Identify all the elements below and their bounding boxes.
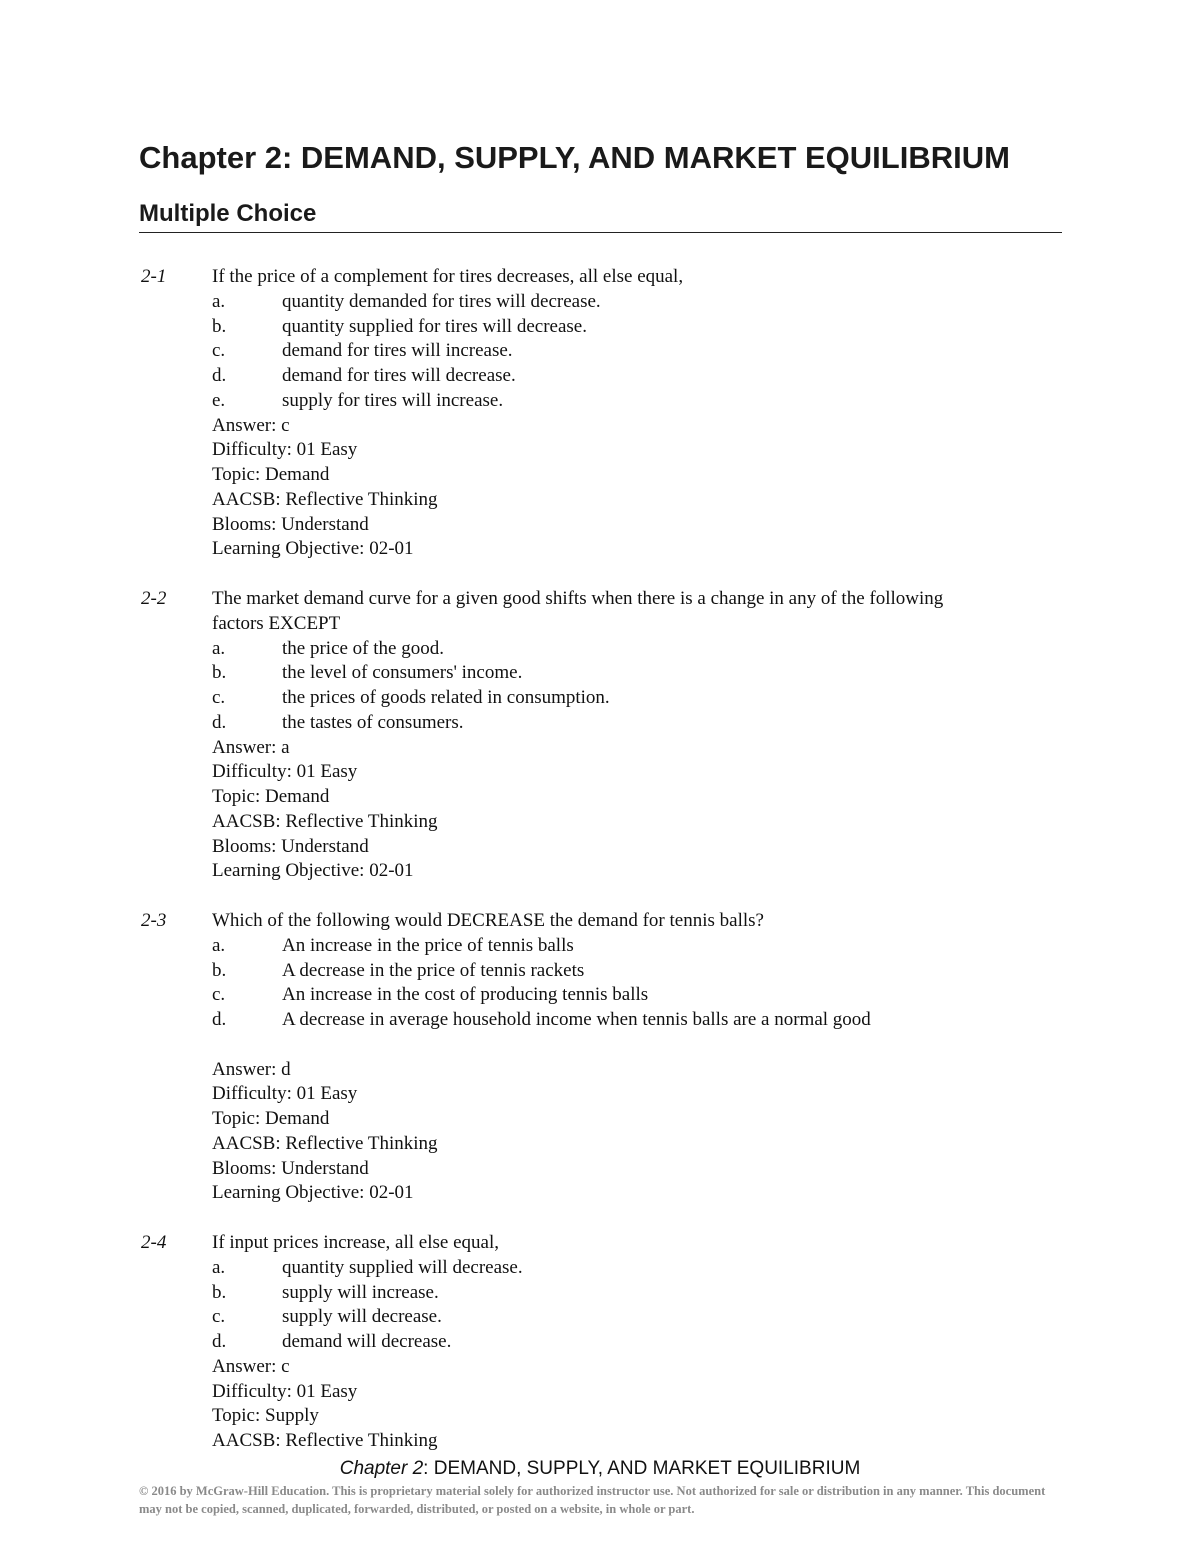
- question-stem: factors EXCEPT: [212, 612, 341, 634]
- question-meta: Topic: Demand: [212, 1108, 330, 1129]
- question-meta: Topic: Supply: [212, 1405, 319, 1427]
- option-letter: d.: [212, 1331, 227, 1352]
- heading-divider: [139, 232, 1062, 233]
- question-meta: AACSB: Reflective Thinking: [212, 1430, 438, 1451]
- question-meta: Learning Objective: 02-01: [212, 1182, 414, 1204]
- option-text: supply for tires will increase.: [282, 389, 504, 411]
- option-text: supply will decrease.: [282, 1306, 442, 1328]
- option-text: An increase in the price of tennis balls: [282, 934, 574, 956]
- question-meta: Answer: c: [212, 1355, 290, 1377]
- option-text: demand for tires will decrease.: [282, 365, 516, 386]
- option-text: An increase in the cost of producing tennis balls: [282, 984, 649, 1006]
- question-meta: Difficulty: 01 Easy: [212, 1083, 358, 1105]
- option-letter: c.: [212, 687, 226, 708]
- question-meta: Topic: Demand: [212, 786, 330, 807]
- question-meta: Blooms: Understand: [212, 835, 369, 857]
- footer-chapter-rest: : DEMAND, SUPPLY, AND MARKET EQUILIBRIUM: [423, 1458, 861, 1479]
- question-stem: Which of the following would DECREASE the demand for tennis balls?: [212, 910, 764, 931]
- option-letter: a.: [212, 1256, 226, 1278]
- option-text: demand for tires will increase.: [282, 340, 513, 362]
- option-text: the level of consumers' income.: [282, 662, 523, 684]
- section-heading: Multiple Choice: [139, 200, 317, 227]
- question-meta: Blooms: Understand: [212, 513, 369, 535]
- question-meta: Learning Objective: 02-01: [212, 860, 414, 882]
- question-meta: Answer: d: [212, 1058, 291, 1080]
- question-meta: Learning Objective: 02-01: [212, 538, 414, 560]
- option-letter: a.: [212, 934, 226, 956]
- option-letter: b.: [212, 315, 227, 337]
- question-stem: The market demand curve for a given good shifts when there is a change in any of the following: [212, 588, 944, 609]
- option-text: the price of the good.: [282, 637, 444, 659]
- option-letter: c.: [212, 984, 226, 1006]
- option-letter: a.: [212, 637, 226, 659]
- option-letter: c.: [212, 340, 226, 362]
- option-letter: b.: [212, 1281, 227, 1303]
- option-text: the tastes of consumers.: [282, 711, 464, 733]
- question-stem: If input prices increase, all else equal,: [212, 1232, 499, 1253]
- question-meta: Blooms: Understand: [212, 1157, 369, 1179]
- option-text: the prices of goods related in consumption.: [282, 687, 610, 708]
- question-meta: Difficulty: 01 Easy: [212, 761, 358, 783]
- option-letter: b.: [212, 662, 227, 684]
- option-letter: d.: [212, 711, 227, 733]
- option-text: quantity supplied for tires will decrease.: [282, 315, 587, 337]
- question-meta: Answer: c: [212, 414, 290, 436]
- question-meta: Difficulty: 01 Easy: [212, 439, 358, 461]
- option-text: demand will decrease.: [282, 1331, 452, 1352]
- option-letter: e.: [212, 389, 226, 411]
- question-number: 2-3: [141, 910, 167, 931]
- option-text: supply will increase.: [282, 1281, 439, 1303]
- question-meta: Answer: a: [212, 736, 290, 758]
- question-meta: AACSB: Reflective Thinking: [212, 1132, 438, 1154]
- option-text: A decrease in the price of tennis rackets: [282, 959, 585, 981]
- chapter-title: Chapter 2: DEMAND, SUPPLY, AND MARKET EQUILIBRIUM: [139, 140, 1010, 175]
- option-letter: b.: [212, 959, 227, 981]
- option-text: A decrease in average household income when tennis balls are a normal good: [282, 1009, 871, 1030]
- question-number: 2-4: [141, 1232, 167, 1253]
- option-letter: c.: [212, 1306, 226, 1328]
- option-letter: d.: [212, 1009, 227, 1030]
- option-text: quantity demanded for tires will decrease.: [282, 290, 601, 312]
- copyright-notice: © 2016 by McGraw-Hill Education. This is proprietary material solely for authorized instructor use. Not authorized for sale or distribution in any manner. This document may not be copied, scanned, duplicated, forwarded, distributed, or posted on a website, in whole or part.: [139, 1484, 1046, 1516]
- footer-chapter-title: [0, 1458, 1200, 1480]
- question-meta: AACSB: Reflective Thinking: [212, 488, 438, 510]
- question-meta: Topic: Demand: [212, 464, 330, 485]
- question-meta: Difficulty: 01 Easy: [212, 1380, 358, 1402]
- option-text: quantity supplied will decrease.: [282, 1256, 523, 1278]
- footer-chapter-label: Chapter 2: [339, 1458, 424, 1479]
- question-stem: If the price of a complement for tires decreases, all else equal,: [212, 266, 684, 287]
- question-number: 2-1: [141, 266, 167, 287]
- question-number: 2-2: [141, 588, 167, 609]
- question-meta: AACSB: Reflective Thinking: [212, 810, 438, 832]
- option-letter: a.: [212, 290, 226, 312]
- option-letter: d.: [212, 365, 227, 386]
